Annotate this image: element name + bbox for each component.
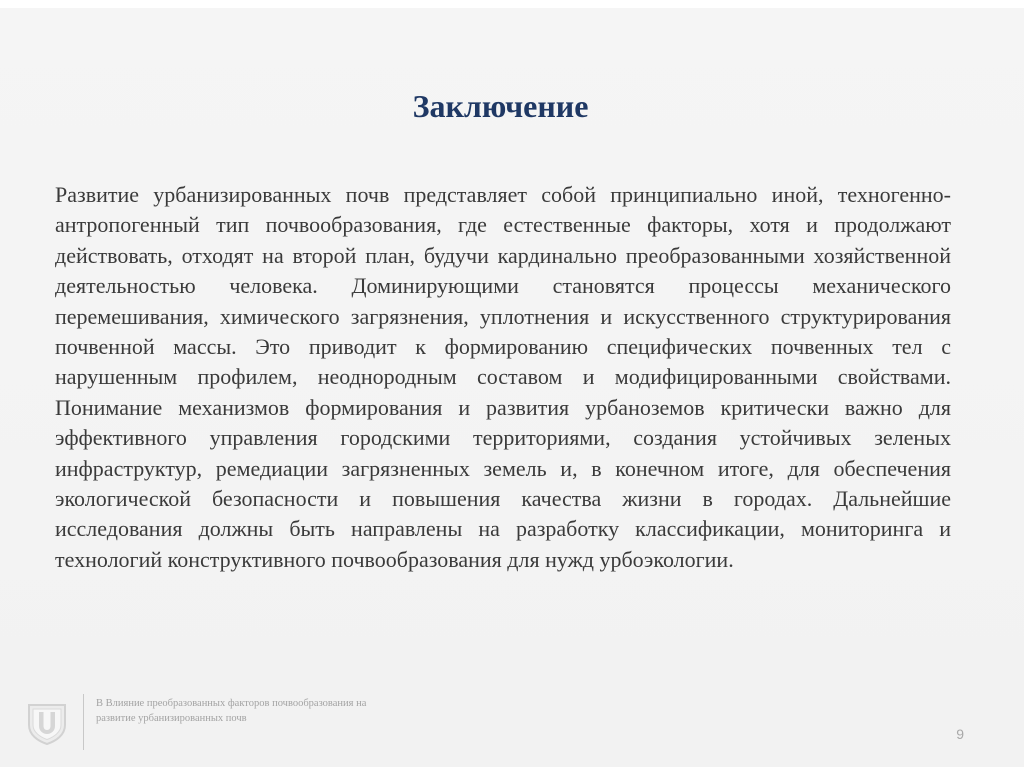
shield-u-logo-icon: [26, 701, 68, 745]
footer-caption: В Влияние преобразованных факторов почвообразования на развитие урбанизированных почв: [96, 698, 367, 724]
slide-title: Заключение: [412, 88, 589, 124]
footer-divider: [83, 694, 84, 750]
slide-footer: [0, 684, 1024, 754]
slide-body-text: Развитие урбанизированных почв представляет собой принципиально иной, техногенно-антропогенный тип почвообразования, где естественные факторы, хотя и продолжают действовать, отходят на второй план, будучи кардинально преобразованными хозяйственной деятельностью человека. Доминирующими становятся процессы механического перемешивания, химического загрязнения, уплотнения и искусственного структурирования почвенной массы. Это приводит к формированию специфических почвенных тел с нарушенным профилем, неоднородным составом и модифицированными свойствами. Понимание механизмов формирования и развития урбаноземов критически важно для эффективного управления городскими территориями, создания устойчивых зеленых инфраструктур, ремедиации загрязненных земель и, в конечном итоге, для обеспечения экологической безопасности и повышения качества жизни в городах. Дальнейшие исследования должны быть направлены на разработку классификации, мониторинга и технологий конструктивного почвообразования для нужд урбоэкологии.: [55, 182, 951, 572]
page-number: 9: [956, 726, 964, 742]
top-band: [0, 0, 1024, 8]
